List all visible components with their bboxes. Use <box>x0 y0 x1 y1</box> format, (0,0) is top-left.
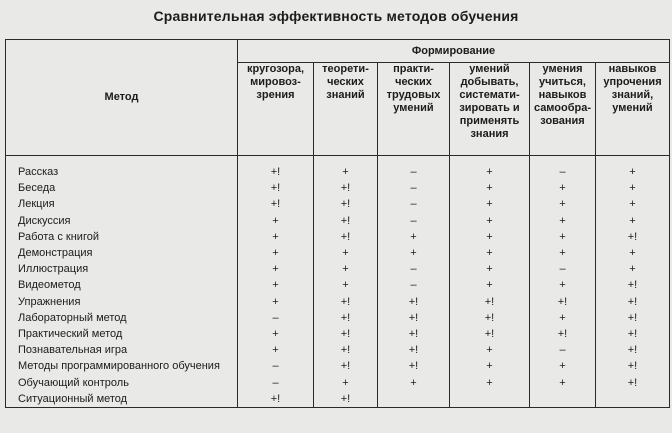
rating-cell: +! <box>596 294 670 310</box>
rating-cell: + <box>238 245 314 261</box>
rating-cell: + <box>314 261 378 277</box>
rating-cell: + <box>378 374 450 390</box>
rating-cell: + <box>530 180 596 196</box>
rating-cell: + <box>530 245 596 261</box>
rating-cell: +! <box>378 342 450 358</box>
rating-cell <box>378 391 450 408</box>
method-name: Иллюстрация <box>6 261 238 277</box>
page-title: Сравнительная эффективность методов обучения <box>153 8 519 24</box>
rating-cell: + <box>450 374 530 390</box>
method-name: Обучающий контроль <box>6 374 238 390</box>
rating-cell: +! <box>378 358 450 374</box>
rating-cell: – <box>378 180 450 196</box>
rating-cell: + <box>530 358 596 374</box>
rating-cell: + <box>596 245 670 261</box>
rating-cell: + <box>596 261 670 277</box>
rating-cell: + <box>450 245 530 261</box>
rating-cell: +! <box>596 326 670 342</box>
rating-cell: +! <box>378 294 450 310</box>
rating-cell: +! <box>314 180 378 196</box>
rating-cell: +! <box>314 294 378 310</box>
rating-cell: + <box>596 164 670 180</box>
rating-cell <box>530 391 596 408</box>
method-name: Ситуационный метод <box>6 391 238 408</box>
rating-cell: + <box>314 164 378 180</box>
rating-cell: – <box>238 310 314 326</box>
rating-cell: + <box>238 229 314 245</box>
rating-cell: + <box>238 261 314 277</box>
table-row <box>6 277 670 293</box>
table-row <box>6 374 670 390</box>
rating-cell: + <box>238 213 314 229</box>
rating-cell: + <box>238 326 314 342</box>
rating-cell: + <box>314 245 378 261</box>
comparison-table <box>5 39 670 408</box>
rating-cell: +! <box>596 229 670 245</box>
table-row <box>6 245 670 261</box>
method-name: Познавательная игра <box>6 342 238 358</box>
rating-cell: – <box>378 164 450 180</box>
table-row <box>6 180 670 196</box>
rating-cell: – <box>378 196 450 212</box>
rating-cell: +! <box>530 326 596 342</box>
table-row <box>6 261 670 277</box>
rating-cell: +! <box>238 180 314 196</box>
rating-cell: + <box>530 374 596 390</box>
rating-cell: – <box>530 261 596 277</box>
rating-cell: +! <box>450 310 530 326</box>
rating-cell: + <box>450 180 530 196</box>
table-row <box>6 342 670 358</box>
rating-cell: +! <box>378 310 450 326</box>
table-row <box>6 229 670 245</box>
rating-cell: +! <box>314 196 378 212</box>
rating-cell: + <box>238 342 314 358</box>
table-row <box>6 164 670 180</box>
rating-cell: + <box>450 261 530 277</box>
rating-cell: + <box>596 213 670 229</box>
rating-cell: + <box>450 213 530 229</box>
method-name: Лабораторный метод <box>6 310 238 326</box>
rating-cell: +! <box>314 358 378 374</box>
rating-cell: +! <box>596 277 670 293</box>
rating-cell: + <box>530 229 596 245</box>
rating-cell: +! <box>596 358 670 374</box>
rating-cell: – <box>378 213 450 229</box>
formation-group-header: Формирование <box>238 40 670 63</box>
column-header: навыков упрочения знаний, умений <box>596 63 670 156</box>
rating-cell: + <box>450 196 530 212</box>
rating-cell: +! <box>596 342 670 358</box>
rating-cell: +! <box>530 294 596 310</box>
rating-cell: +! <box>450 326 530 342</box>
rating-cell: + <box>530 277 596 293</box>
rating-cell: +! <box>314 326 378 342</box>
rating-cell: +! <box>238 164 314 180</box>
rating-cell: + <box>450 277 530 293</box>
rating-cell: +! <box>378 326 450 342</box>
rating-cell: +! <box>314 229 378 245</box>
rating-cell: +! <box>596 310 670 326</box>
rating-cell: + <box>596 180 670 196</box>
table-row <box>6 391 670 408</box>
method-name: Работа с книгой <box>6 229 238 245</box>
method-name: Беседа <box>6 180 238 196</box>
method-name: Практический метод <box>6 326 238 342</box>
rating-cell: +! <box>596 374 670 390</box>
rating-cell <box>596 391 670 408</box>
rating-cell: – <box>238 374 314 390</box>
rating-cell: – <box>378 277 450 293</box>
rating-cell: +! <box>450 294 530 310</box>
method-name: Методы программированного обучения <box>6 358 238 374</box>
rating-cell: + <box>314 374 378 390</box>
column-header: умений добывать, системати-зировать и применять знания <box>450 63 530 156</box>
column-header: кругозора, мировоз-зрения <box>238 63 314 156</box>
rating-cell: +! <box>314 342 378 358</box>
table-row <box>6 196 670 212</box>
method-name: Рассказ <box>6 164 238 180</box>
column-header: умения учиться, навыков самообра-зования <box>530 63 596 156</box>
method-name: Дискуссия <box>6 213 238 229</box>
rating-cell: +! <box>314 213 378 229</box>
method-name: Упражнения <box>6 294 238 310</box>
rating-cell: +! <box>314 391 378 408</box>
table-row <box>6 326 670 342</box>
rating-cell: – <box>530 164 596 180</box>
rating-cell: + <box>530 213 596 229</box>
rating-cell: +! <box>238 391 314 408</box>
rating-cell: + <box>530 196 596 212</box>
rating-cell: + <box>450 229 530 245</box>
rating-cell: + <box>450 164 530 180</box>
method-column-header: Метод <box>6 40 238 156</box>
rating-cell: + <box>378 229 450 245</box>
rating-cell: +! <box>314 310 378 326</box>
method-name: Видеометод <box>6 277 238 293</box>
rating-cell: + <box>378 245 450 261</box>
rating-cell: + <box>596 196 670 212</box>
table-row <box>6 294 670 310</box>
method-name: Демонстрация <box>6 245 238 261</box>
rating-cell: – <box>378 261 450 277</box>
rating-cell: + <box>238 294 314 310</box>
method-name: Лекция <box>6 196 238 212</box>
rating-cell: – <box>530 342 596 358</box>
table-row <box>6 358 670 374</box>
rating-cell: +! <box>238 196 314 212</box>
table-row <box>6 310 670 326</box>
rating-cell: + <box>314 277 378 293</box>
column-header: теорети-ческих знаний <box>314 63 378 156</box>
column-header: практи-ческих трудовых умений <box>378 63 450 156</box>
rating-cell: + <box>238 277 314 293</box>
rating-cell: + <box>450 358 530 374</box>
rating-cell: – <box>238 358 314 374</box>
rating-cell <box>450 391 530 408</box>
rating-cell: + <box>530 310 596 326</box>
rating-cell: + <box>450 342 530 358</box>
table-row <box>6 213 670 229</box>
